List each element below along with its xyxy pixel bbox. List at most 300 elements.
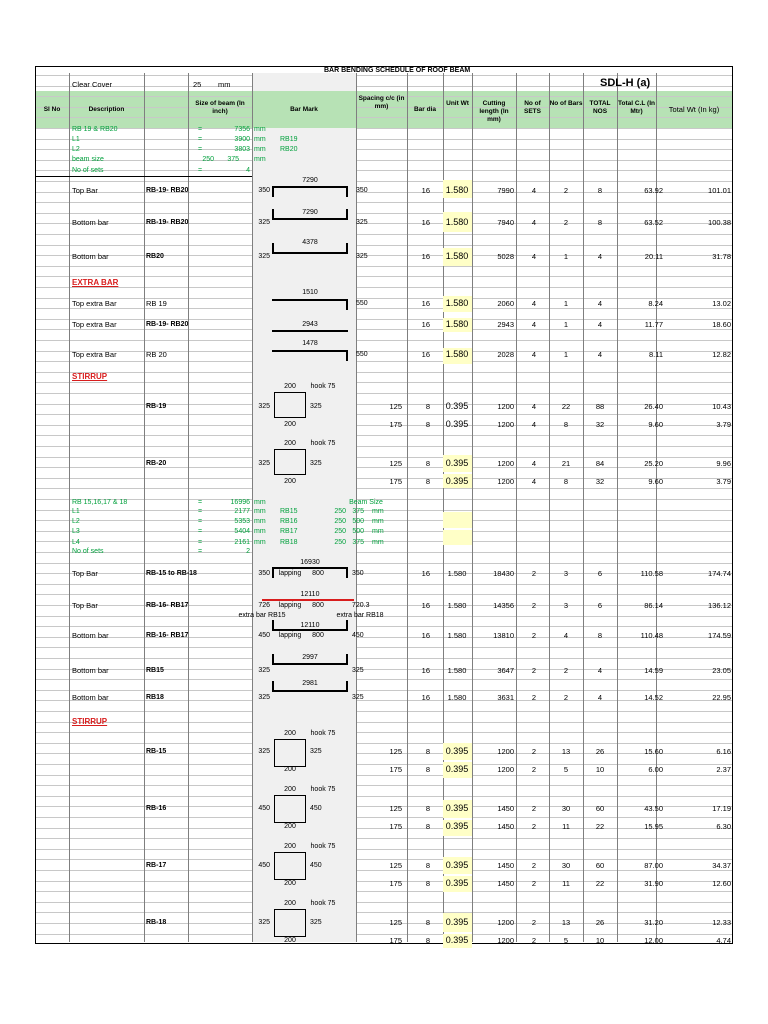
bar-hook [272,654,274,665]
grid-row-line [356,234,732,235]
spacing-value: 125 [389,459,402,468]
unit-wt-value: 0.395 [445,458,469,468]
sets-value: 4 [531,459,537,468]
grid-row-line [356,647,732,648]
bar-hook [346,654,348,665]
total-wt-value: 6.16 [716,747,731,756]
stirrup-hook: hook 75 [310,843,336,850]
total-cl-value: 8.11 [648,350,663,359]
grid-row-line [356,859,732,860]
stirrup-height2: 450 [310,862,322,869]
total-cl-value: 15.60 [644,747,663,756]
info-unit: mm [254,518,266,525]
grid-row-line [356,520,732,521]
bar-dia-value: 8 [425,477,430,486]
extra-bar-label: EXTRA BAR [72,278,119,287]
stirrup-hook: hook 75 [310,730,336,737]
total-cl-value: 43.50 [644,804,663,813]
info-value: 3900 [234,136,250,143]
grid-row-line [356,584,732,585]
bar-shape [272,330,348,332]
grid-row-line [356,372,732,373]
total-cl-value: 25.20 [644,459,663,468]
total-wt-value: 3.79 [716,477,731,486]
info-eq: = [198,518,203,525]
info-value: 2177 [234,508,250,515]
total-nos-value: 60 [595,804,605,813]
beam-size-unit: mm [372,528,384,535]
bar-top-length: 4378 [302,239,318,246]
stirrup-hook: hook 75 [310,900,336,907]
extra-bar-left: extra bar RB15 [238,612,286,619]
unit-wt-value: 1.580 [445,319,469,329]
bar-mark: RB-19- RB20 [146,187,189,194]
description: Bottom bar [72,693,109,702]
info-eq: = [198,126,203,133]
total-wt-value: 4.74 [716,936,731,945]
grid-row-line [356,891,732,892]
grid-row-line [356,128,732,129]
cutting-length-value: 3647 [497,666,514,675]
unit-wt-value: 0.395 [445,401,469,411]
bar-left-length: 325 [258,219,270,226]
lapping-label: lapping [278,602,302,609]
spacing-value: 125 [389,918,402,927]
header-11: Total C.L (In Mtr) [618,100,655,115]
grid-row-line [356,213,732,214]
info-label: L1 [72,508,80,515]
unit-wt-value: 0.395 [445,803,469,813]
info-unit: mm [254,508,266,515]
bar-top-length: 1478 [302,340,318,347]
grid-row-line [356,541,732,542]
cutting-length-value: 14356 [493,601,514,610]
unit-wt-value: 0.395 [445,935,469,945]
grid-row-line [356,181,732,182]
info-mark: RB18 [280,539,298,546]
info-label: RB 15,16,17 & 18 [72,499,128,506]
bar-dia-value: 8 [425,747,430,756]
description: Top Bar [72,186,98,195]
stirrup-bottom-width: 200 [284,421,296,428]
cutting-length-value: 5028 [497,252,514,261]
bars-value: 3 [563,601,569,610]
cutting-length-value: 1200 [497,459,514,468]
extra-bar-right: extra bar RB18 [336,612,384,619]
total-wt-value: 136.12 [708,601,731,610]
info-label: L1 [72,136,80,143]
sets-value: 4 [531,186,537,195]
grid-row-line [356,382,732,383]
cutting-length-value: 3631 [497,693,514,702]
total-cl-value: 87.00 [644,861,663,870]
bar-dia-value: 16 [421,186,430,195]
info-unit: mm [254,499,266,506]
bar-dia-value: 8 [425,918,430,927]
unit-wt-value: 1.580 [445,298,469,308]
bars-value: 2 [563,666,569,675]
total-wt-value: 101.01 [708,186,731,195]
total-cl-value: 31.20 [644,918,663,927]
grid-col-line [69,73,70,942]
beam-size-label: Beam Size [349,499,383,506]
total-wt-value: 3.79 [716,420,731,429]
grid-row-line [356,329,732,330]
bar-hook [272,209,274,220]
info-eq: = [198,136,203,143]
unit-wt-value: 1.580 [447,569,467,578]
header-12: Total Wt (In kg) [668,105,720,114]
spacing-value: 175 [389,477,402,486]
bar-top-length: 12110 [300,591,320,598]
sets-value: 4 [531,320,537,329]
lapping-label: lapping [278,632,302,639]
beam-size-a: 250 [334,518,346,525]
sets-value: 2 [531,879,537,888]
unit-wt-value: 0.395 [445,746,469,756]
stirrup-height: 325 [258,403,270,410]
bar-top-length: 2997 [302,654,318,661]
bar-dia-value: 16 [421,601,430,610]
total-cl-value: 31.90 [644,879,663,888]
bars-value: 11 [562,879,570,888]
total-nos-value: 60 [595,861,605,870]
beam-size-unit: mm [372,518,384,525]
info-label: RB 19 & RB20 [72,126,118,133]
cutting-length-value: 7990 [497,186,514,195]
lapping-value: 800 [312,570,324,577]
grid-row-line [356,202,732,203]
grid-row-line [356,160,732,161]
header-3: Bar Mark [290,106,318,113]
stirrup-label: STIRRUP [72,717,108,726]
grid-row-line [356,732,732,733]
info-label: beam size [72,156,104,163]
bar-mark: RB-16 [146,805,167,812]
bar-mark: RB-15 to RB-18 [146,570,197,577]
clear-cover-unit: mm [218,80,231,89]
spacing-value: 175 [389,420,402,429]
bar-dia-value: 8 [425,765,430,774]
bar-top-length: 12110 [300,622,320,629]
sets-value: 2 [531,804,537,813]
sets-value: 2 [531,666,537,675]
cutting-length-value: 1200 [497,420,514,429]
grid-row-line [356,86,732,87]
unit-wt-value: 1.580 [447,666,467,675]
bar-shape [272,663,348,665]
bar-hook [272,567,274,578]
description: Bottom bar [72,631,109,640]
total-cl-value: 63.92 [644,186,663,195]
total-wt-value: 12.82 [712,350,731,359]
total-nos-value: 4 [597,299,603,308]
stirrup-height: 325 [258,919,270,926]
info-label: L4 [72,539,80,546]
cutting-length-value: 1450 [497,822,514,831]
stirrup-height: 450 [258,862,270,869]
bar-left-length: 325 [258,253,270,260]
grid-row-line [356,626,732,627]
grid-row-line [356,594,732,595]
info-unit: mm [254,126,266,133]
bars-value: 5 [563,765,569,774]
info-eq: = [198,528,203,535]
bars-value: 2 [563,218,569,227]
beam-size-b: 375 [352,539,364,546]
bars-value: 5 [563,936,569,945]
bar-mark: RB18 [146,694,164,701]
sets-value: 4 [531,420,537,429]
header-6: Unit Wt [446,100,469,107]
spacing-value: 125 [389,402,402,411]
sets-value: 2 [531,601,537,610]
total-nos-value: 88 [595,402,605,411]
total-cl-value: 63.52 [644,218,663,227]
grid-row-line [356,510,732,511]
cutting-length-value: 13810 [493,631,514,640]
bar-dia-value: 8 [425,459,430,468]
unit-wt-value: 1.580 [445,217,469,227]
info-value: 7356 [234,126,250,133]
header-0: Sl No [43,106,61,113]
total-nos-value: 6 [597,569,603,578]
total-cl-value: 14.59 [644,666,663,675]
bar-mark: RB 19 [146,299,167,308]
bars-value: 30 [561,804,571,813]
bar-hook [346,681,348,692]
grid-row-line [356,287,732,288]
lapping-value: 800 [312,632,324,639]
bar-mark: RB-19 [146,403,167,410]
cutting-length-value: 2028 [497,350,514,359]
grid-row-line [356,139,732,140]
total-cl-value: 9.60 [648,420,663,429]
total-wt-value: 13.02 [712,299,731,308]
unit-wt-value: 1.580 [445,251,469,261]
grid-row-line [356,552,732,553]
stirrup-width: 200 [284,383,296,390]
bar-dia-value: 16 [421,252,430,261]
info-value: 5353 [234,518,250,525]
bars-value: 1 [563,350,569,359]
bar-right-length: 720.3 [352,602,370,609]
sets-value: 4 [531,218,537,227]
unit-wt-value: 1.580 [445,349,469,359]
info-eq: = [198,499,203,506]
unit-wt-value: 1.580 [447,601,467,610]
total-nos-value: 6 [597,601,603,610]
bars-value: 2 [563,186,569,195]
grid-row-line [356,679,732,680]
grid-row-line [356,170,732,171]
grid-row-line [356,775,732,776]
lapping-value: 800 [312,602,324,609]
bar-mark: RB15 [146,667,164,674]
bar-hook [272,620,274,631]
info-value: 4 [246,167,250,174]
total-cl-value: 86.14 [644,601,663,610]
total-wt-value: 31.78 [712,252,731,261]
bar-left-length: 350 [258,570,270,577]
info-label: L2 [72,518,80,525]
cutting-length-value: 1450 [497,804,514,813]
total-wt-value: 12.33 [712,918,731,927]
beam-size-b: 500 [352,528,364,535]
total-nos-value: 4 [597,693,603,702]
grid-row-line [356,245,732,246]
spacing-value: 175 [389,879,402,888]
grid-row-line [356,849,732,850]
bars-value: 1 [563,320,569,329]
sets-value: 2 [531,765,537,774]
grid-row-line [356,817,732,818]
info-eq: = [198,146,203,153]
bar-dia-value: 16 [421,299,430,308]
bars-value: 1 [563,252,569,261]
total-cl-value: 15.95 [644,822,663,831]
grid-row-line [356,658,732,659]
bar-top-length: 7290 [302,209,318,216]
spacing-value: 175 [389,765,402,774]
grid-row-line [356,796,732,797]
grid-row-line [356,340,732,341]
grid-row-line [356,276,732,277]
info-eq: = [198,167,203,174]
bar-shape [272,690,348,692]
cutting-length-value: 1200 [497,765,514,774]
cutting-length-value: 1200 [497,936,514,945]
total-nos-value: 32 [595,477,605,486]
clear-cover-label: Clear Cover [72,80,113,89]
total-nos-value: 8 [597,218,603,227]
bars-value: 11 [562,822,570,831]
bars-value: 8 [563,477,569,486]
total-cl-value: 110.48 [640,631,663,640]
grid-row-line [356,361,732,362]
bar-mark: RB-20 [146,460,167,467]
bar-right-length: 550 [356,351,368,358]
header-7: Cutting length (In mm) [479,100,509,123]
bars-value: 1 [563,299,569,308]
cutting-length-value: 7940 [497,218,514,227]
sets-value: 4 [531,477,537,486]
unit-wt-value: 0.395 [445,917,469,927]
grid-row-line [356,934,732,935]
unit-wt-highlight [443,530,472,545]
stirrup-width: 200 [284,440,296,447]
bars-value: 30 [561,861,571,870]
cutting-length-value: 18430 [493,569,514,578]
total-wt-value: 12.60 [712,879,731,888]
lapping-label: lapping [278,570,302,577]
beam-size-a: 250 [334,528,346,535]
info-unit: mm [254,136,266,143]
bar-dia-value: 8 [425,879,430,888]
total-nos-value: 4 [597,666,603,675]
total-wt-value: 10.43 [712,402,731,411]
grid-row-line [356,785,732,786]
unit-wt-value: 0.395 [445,764,469,774]
info-mark: RB17 [280,528,298,535]
info-value2: 375 [227,156,239,163]
sheet-id: SDL-H (a) [600,77,651,89]
info-unit: mm [254,146,266,153]
info-mark: RB19 [280,136,298,143]
bar-mark: RB-19- RB20 [146,219,189,226]
stirrup-height: 325 [258,460,270,467]
clear-cover-value: 25 [193,80,202,89]
unit-wt-value: 0.395 [445,878,469,888]
cutting-length-value: 1200 [497,918,514,927]
bar-dia-value: 16 [421,218,430,227]
bar-dia-value: 16 [421,666,430,675]
stirrup-width: 200 [284,786,296,793]
info-label: No of sets [72,548,104,555]
info-label: L2 [72,146,80,153]
info-value: 2161 [234,539,250,546]
description: Bottom bar [72,218,109,227]
bar-right-length: 450 [352,632,364,639]
info-unit: mm [254,539,266,546]
cutting-length-value: 1200 [497,747,514,756]
unit-wt-value: 1.580 [447,631,467,640]
total-nos-value: 8 [597,631,603,640]
stirrup-width: 200 [284,900,296,907]
total-wt-value: 174.74 [708,569,731,578]
info-value: 5404 [234,528,250,535]
total-nos-value: 22 [595,879,605,888]
total-wt-value: 6.30 [716,822,731,831]
grid-row-line [356,838,732,839]
grid-row-line [356,870,732,871]
bar-dia-value: 8 [425,936,430,945]
info-value: 2 [246,548,250,555]
stirrup-bottom-width: 200 [284,880,296,887]
beam-size-b: 375 [352,508,364,515]
info-eq: = [198,548,203,555]
bar-dia-value: 8 [425,822,430,831]
unit-wt-highlight [443,512,472,528]
total-wt-value: 23.05 [712,666,731,675]
spacing-value: 175 [389,822,402,831]
grid-row-line [356,446,732,447]
bar-mark: RB-17 [146,862,167,869]
grid-row-line [356,96,732,97]
info-unit: mm [254,156,266,163]
header-1: Description [88,106,125,113]
description: Top extra Bar [72,299,117,308]
bars-value: 22 [561,402,571,411]
sets-value: 2 [531,861,537,870]
total-wt-value: 34.37 [712,861,731,870]
bar-top-length: 2981 [302,680,318,687]
stirrup-label: STIRRUP [72,372,108,381]
grid-row-line [356,457,732,458]
bar-dia-value: 8 [425,420,430,429]
bar-left-length: 325 [258,667,270,674]
bar-hook [272,186,274,197]
stirrup-width: 200 [284,730,296,737]
grid-row-line [356,266,732,267]
sets-value: 2 [531,631,537,640]
total-nos-value: 26 [595,918,605,927]
info-mark: RB16 [280,518,298,525]
bar-mark: RB20 [146,253,164,260]
total-cl-value: 14.52 [644,693,663,702]
sets-value: 2 [531,569,537,578]
grid-row-line [356,531,732,532]
